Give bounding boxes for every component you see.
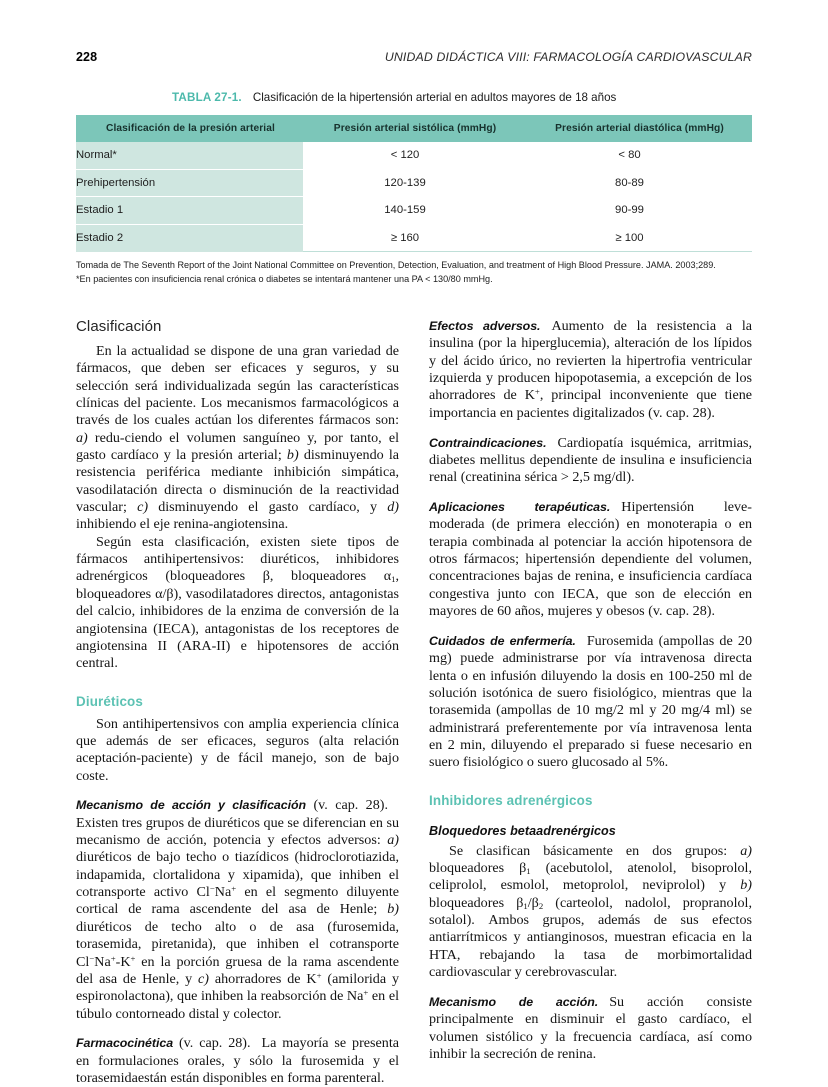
list-marker-b: b): [387, 901, 399, 918]
text-run: Hipertensión leve-moderada (de primera elección) en monoterapia o en terapia combinada al potenciar la acción hipotensora de otros fármacos; hipertensión dependiente del volumen, concentraciones bajas de renina, e insuficiencia cardíaca congestiva junto con IECA, que son de elección en mayores de 60 años, mujeres y obesos (v. cap. 28).: [429, 499, 752, 620]
paragraph-clasificacion-2: [76, 534, 399, 673]
cell-classification: Estadio 2: [76, 224, 303, 252]
text-run: Su acción consiste principalmente en disminuir el gasto cardíaco, el volumen sistólico y la frecuencia cardíaca, así como inhibir la secreción de renina.: [429, 994, 752, 1063]
text-run: en el túbulo contorneado distal y colector.: [76, 988, 400, 1022]
table-body: [76, 142, 752, 252]
table-caption-text: Clasificación de la hipertensión arterial en adultos mayores de 18 años: [252, 91, 617, 104]
paragraph-mecanismo-accion: [76, 797, 399, 1022]
text-run: La mayoría se presenta en formulaciones orales, y sólo la furosemida y el torasemidaestán están disponibles en forma parenteral.: [76, 1035, 400, 1087]
subscript: 1: [523, 900, 528, 911]
cell-diastolic: ≥ 100: [527, 224, 752, 252]
body-columns: [76, 318, 753, 1087]
text-run: (acebutolol, atenolol, bisoprolol, celiprolol, esmolol, metoprolol, neviprolol) y: [429, 860, 752, 894]
text-run: Furosemida (ampollas de 20 mg) puede administrarse por vía intravenosa directa lenta o en infusión diluyendo la dosis en 100-250 ml de solución isotónica de suero fisiológico, mientras que la torasemida (ampollas de 10 mg/2 ml y 20 mg/4 ml) se administrará preferentemente por vía intravenosa lenta en 2 min, diluyendo el preparado si fuese necesario en suero fisiológico o suero glucosado al 5%.: [429, 633, 753, 771]
paragraph-clasificacion-1: [76, 343, 399, 534]
superscript-plus: +: [231, 883, 237, 894]
cell-classification: Prehipertensión: [76, 169, 303, 197]
list-marker-c: c): [137, 499, 149, 516]
paragraph-bloqueadores: [429, 843, 752, 982]
superscript-plus: +: [110, 952, 116, 963]
table-footnote: *En pacientes con insuficiencia renal crónica o diabetes se intentará mantener una PA < 130/80 mmHg.: [76, 273, 493, 284]
list-marker-a: a): [387, 832, 399, 849]
table-caption: [76, 90, 752, 105]
list-marker-a: a): [740, 842, 752, 859]
superscript-plus: +: [363, 987, 369, 998]
left-column: [76, 318, 400, 1087]
section-heading-diureticos: Diuréticos: [76, 693, 143, 709]
subsection-heading-bloqueadores: Bloquedores betaadrenérgicos: [429, 823, 616, 838]
text-run: Aumento de la resistencia a la insulina (por la hiperglucemia), alteración de los lípidos y del ácido úrico, no revierten la hipertrofia ventricular izquierda y producen hipopotasemia, a excepción de los ahorradores de K: [429, 318, 752, 404]
lead-in-mecanismo-2: Mecanismo de acción.: [429, 995, 599, 1009]
list-marker-b: b): [286, 447, 299, 464]
running-head: [76, 48, 752, 66]
page-number: 228: [76, 50, 98, 64]
section-heading-clasificacion: Clasificación: [76, 318, 162, 335]
text-run: (amilorida y espironolactona), que inhiben la reabsorción de Na: [76, 970, 400, 1005]
subscript: 1: [391, 574, 396, 585]
lead-in-farmacocinetica: Farmacocinética: [76, 1036, 174, 1051]
column-header-classification: Clasificación de la presión arterial: [76, 115, 303, 142]
cell-diastolic: 80-89: [527, 169, 752, 197]
table-row: [76, 169, 752, 197]
table-header-row: [76, 115, 752, 142]
cell-diastolic: 90-99: [527, 197, 752, 225]
lead-in-mecanismo: Mecanismo de acción y clasificación: [76, 798, 307, 813]
table-row: [76, 224, 752, 252]
column-header-systolic: Presión arterial sistólica (mmHg): [303, 115, 527, 142]
lead-in-cuidados: Cuidados de enfermería.: [429, 634, 576, 648]
superscript-plus: +: [316, 970, 322, 981]
cell-systolic: 120-139: [303, 169, 527, 197]
superscript-minus: −: [89, 952, 95, 963]
column-header-diastolic: Presión arterial diastólica (mmHg): [527, 115, 752, 142]
text-run: (carteolol, nadolol, propranolol, sotalol). Ambos grupos, además de sus efectos antiarrítmicos y antianginosos, muestran eficacia en la HTA, rebajando la tasa de morbimortalidad cardiovascular y cerebrovascular.: [429, 894, 752, 981]
text-run: inhibiendo el eje renina-angiotensina.: [76, 516, 289, 533]
cell-systolic: < 120: [303, 142, 527, 169]
text-run: ahorradores de K: [214, 970, 317, 987]
cell-systolic: ≥ 160: [303, 224, 527, 252]
text-run: En la actualidad se dispone de una gran variedad de fármacos, que deben ser eficaces y seguros, y su selección será individualizada según las características clínicas del paciente. Los mecanismos farmacológicos a través de los cuales actúan los diferentes fármacos son:: [76, 343, 399, 429]
text-run: Na: [94, 953, 111, 970]
text-run: disminuyendo el gasto cardíaco, y: [158, 499, 388, 516]
superscript-minus: −: [209, 883, 215, 894]
paragraph-contraindicaciones: [429, 435, 752, 487]
blood-pressure-classification-table: [76, 115, 752, 252]
text-run: en el segmento diluyente cortical de rama ascendente del asa de Henle;: [76, 884, 399, 918]
table-source-note: Tomada de The Seventh Report of the Joint National Committee on Prevention, Detection, Evaluation, and treatment of High Blood Pressure. JAMA. 2003;289.: [76, 260, 716, 270]
list-marker-d: d): [387, 499, 399, 516]
paragraph-mecanismo-accion-2: [429, 994, 752, 1063]
text-run: Cardiopatía isquémica, arritmias, diabetes mellitus dependiente de insulina e insuficiencia renal (creatinina sérica > 2,5 mg/dl).: [429, 434, 752, 486]
subscript: 1: [526, 866, 531, 877]
text-run: , principal inconveniente que tiene importancia en pacientes digitalizados (v. cap. 28).: [429, 387, 753, 421]
text-run: (v. cap. 28).: [173, 1035, 251, 1052]
table-block: [76, 90, 752, 285]
text-run: bloqueadores β: [429, 894, 524, 911]
lead-in-aplicaciones: Aplicaciones terapéuticas.: [429, 500, 611, 515]
cell-diastolic: < 80: [527, 142, 752, 169]
paragraph-efectos-adversos: [429, 318, 752, 422]
section-heading-inhibidores-adrenergicos: Inhibidores adrenérgicos: [429, 792, 593, 808]
text-run: -K: [115, 953, 131, 970]
text-run: ciendo el volumen sanguíneo y, por tanto, el gasto cardíaco y la presión arterial;: [76, 429, 399, 464]
table-row: [76, 197, 752, 225]
paragraph-farmacocinetica: [76, 1035, 399, 1087]
text-run: diuréticos de techo alto o de asa (furosemida, torasemida, piretanida), que inhiben el cotransporte Cl: [76, 918, 399, 970]
text-run: bloqueadores β: [429, 860, 527, 877]
text-run: (v. cap. 28).: [306, 797, 388, 814]
running-title: UNIDAD DIDÁCTICA VIII: FARMACOLOGÍA CARDIOVASCULAR: [384, 50, 752, 64]
paragraph-diureticos-intro: Son antihipertensivos con amplia experiencia clínica que además de ser eficaces, seguros (alta relación aceptación-paciente) y de fácil manejo, son de bajo coste.: [76, 715, 399, 784]
right-column: [429, 318, 753, 1063]
text-run: Na: [214, 884, 232, 901]
text-run: en la porción gruesa de la rama ascendente del asa de Henle, y: [76, 953, 399, 987]
table-footnotes: [76, 259, 752, 285]
cell-classification: Normal*: [76, 142, 303, 169]
text-run: Se clasifican básicamente en dos grupos:: [449, 842, 741, 859]
lead-in-efectos-adversos: Efectos adversos.: [429, 319, 541, 333]
subscript: 2: [538, 900, 544, 911]
cell-classification: Estadio 1: [76, 197, 303, 225]
text-run: Según esta clasificación, existen siete tipos de fármacos antihipertensivos: diuréticos, inhibidores adrenérgicos (bloqueadores β, bloqueadores α: [76, 533, 399, 585]
cell-systolic: 140-159: [303, 197, 527, 225]
text-run: /β: [527, 894, 539, 911]
superscript-plus: +: [534, 386, 540, 397]
text-run: , bloqueadores α/β), vasodilatadores directos, antagonistas del calcio, inhibidores de la enzima de conversión de la angiotensina (IECA), antagonistas de los receptores de angiotensina II (ARA-II) e hipotensores de acción central.: [76, 568, 399, 672]
text-run: redu-: [87, 429, 125, 446]
text-run: Existen tres grupos de diuréticos que se diferencian en su mecanismo de acción, potencia y efectos adversos:: [76, 814, 399, 849]
paragraph-aplicaciones-terapeuticas: [429, 499, 752, 620]
list-marker-c: c): [198, 970, 209, 987]
list-marker-b: b): [740, 877, 752, 894]
table-row: [76, 142, 752, 169]
text-run: disminuyendo la resistencia periférica mediante inhibición simpática, vasodilatación directa o disminución de la reactividad vascular;: [76, 447, 399, 516]
table-label: TABLA 27-1.: [172, 91, 242, 104]
list-marker-a: a): [76, 429, 88, 446]
text-run: diuréticos de bajo techo o tiazídicos (hidroclorotiazida, indapamida, clortalidona y xipamida), que inhiben el cotransporte activo Cl: [76, 849, 399, 901]
lead-in-contraindicaciones: Contraindicaciones.: [429, 435, 547, 450]
superscript-plus: +: [130, 952, 136, 963]
table-head: [76, 115, 752, 142]
paragraph-cuidados-enfermeria: [429, 633, 752, 772]
